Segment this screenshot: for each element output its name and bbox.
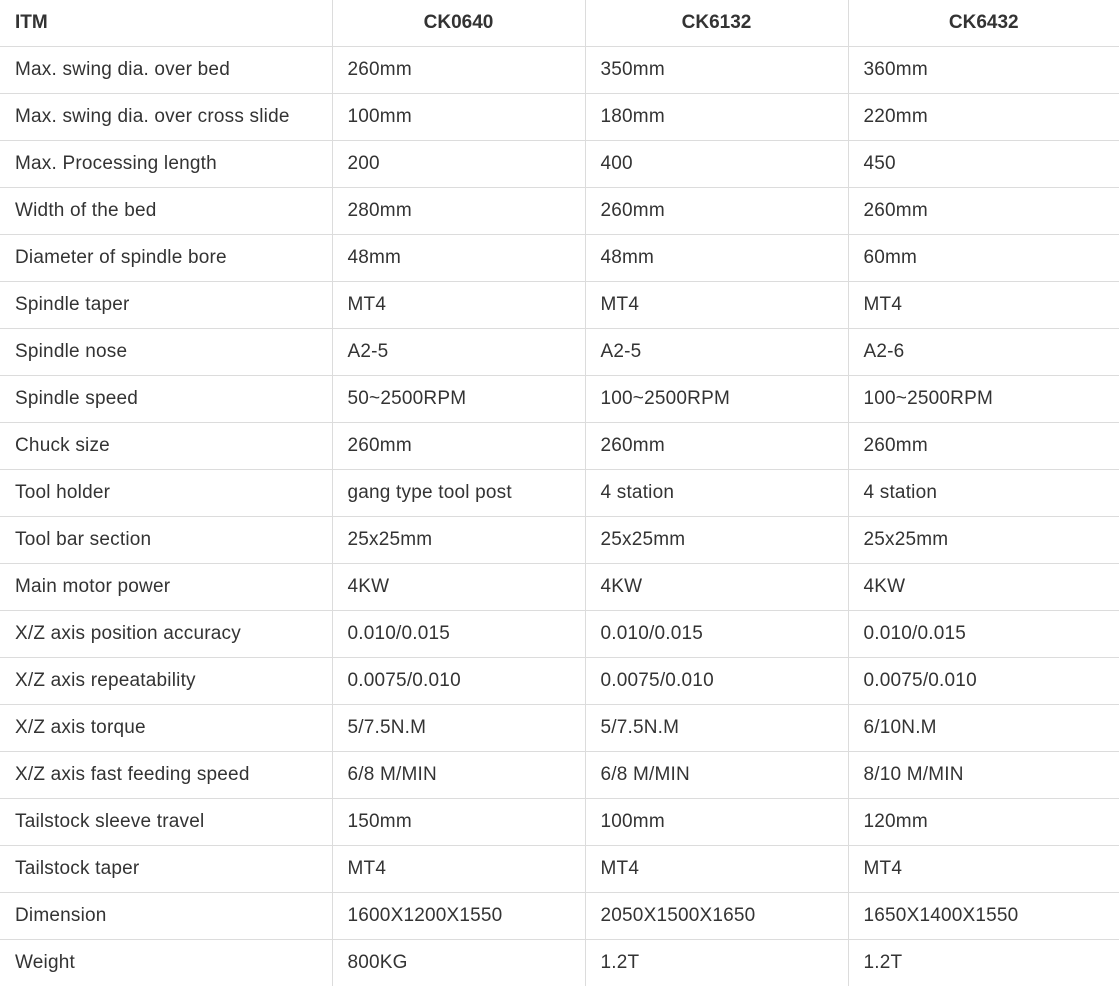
table-row (0, 329, 1119, 376)
table-row (0, 611, 1119, 658)
value-ck6132-cell: 5/7.5N.M (585, 705, 848, 752)
value-ck0640-cell: MT4 (332, 282, 585, 329)
value-ck6132-cell: 400 (585, 141, 848, 188)
spec-name-cell: X/Z axis torque (0, 705, 332, 752)
value-ck6432-cell: 4 station (848, 470, 1119, 517)
value-ck6132-cell: MT4 (585, 282, 848, 329)
value-ck0640-cell: 5/7.5N.M (332, 705, 585, 752)
value-ck0640-cell: 0.0075/0.010 (332, 658, 585, 705)
value-ck6432-cell: 100~2500RPM (848, 376, 1119, 423)
value-ck6432-cell: 4KW (848, 564, 1119, 611)
value-ck0640-cell: 100mm (332, 94, 585, 141)
table-row (0, 470, 1119, 517)
value-ck6132-cell: 100mm (585, 799, 848, 846)
value-ck0640-cell: MT4 (332, 846, 585, 893)
table-row (0, 188, 1119, 235)
value-ck6432-cell: 120mm (848, 799, 1119, 846)
table-row (0, 846, 1119, 893)
value-ck0640-cell: 6/8 M/MIN (332, 752, 585, 799)
value-ck6132-cell: A2-5 (585, 329, 848, 376)
value-ck0640-cell: 0.010/0.015 (332, 611, 585, 658)
spec-name-cell: Tool holder (0, 470, 332, 517)
value-ck6132-cell: 2050X1500X1650 (585, 893, 848, 940)
value-ck6432-cell: 260mm (848, 423, 1119, 470)
value-ck6432-cell: 360mm (848, 47, 1119, 94)
value-ck6432-cell: 25x25mm (848, 517, 1119, 564)
table-row (0, 235, 1119, 282)
header-model-ck0640: CK0640 (332, 0, 585, 47)
value-ck6432-cell: 450 (848, 141, 1119, 188)
table-row (0, 423, 1119, 470)
value-ck6132-cell: 6/8 M/MIN (585, 752, 848, 799)
value-ck6432-cell: 8/10 M/MIN (848, 752, 1119, 799)
spec-name-cell: Tailstock taper (0, 846, 332, 893)
value-ck0640-cell: 4KW (332, 564, 585, 611)
value-ck0640-cell: 1600X1200X1550 (332, 893, 585, 940)
spec-name-cell: X/Z axis repeatability (0, 658, 332, 705)
value-ck6132-cell: 100~2500RPM (585, 376, 848, 423)
value-ck6132-cell: 4KW (585, 564, 848, 611)
table-row (0, 799, 1119, 846)
value-ck0640-cell: 150mm (332, 799, 585, 846)
value-ck6132-cell: 260mm (585, 188, 848, 235)
spec-name-cell: Diameter of spindle bore (0, 235, 332, 282)
spec-name-cell: Dimension (0, 893, 332, 940)
spec-name-cell: Spindle speed (0, 376, 332, 423)
value-ck6132-cell: 48mm (585, 235, 848, 282)
spec-name-cell: Tailstock sleeve travel (0, 799, 332, 846)
spec-name-cell: X/Z axis fast feeding speed (0, 752, 332, 799)
spec-name-cell: Max. swing dia. over cross slide (0, 94, 332, 141)
header-model-ck6432: CK6432 (848, 0, 1119, 47)
spec-name-cell: X/Z axis position accuracy (0, 611, 332, 658)
value-ck6432-cell: 0.010/0.015 (848, 611, 1119, 658)
value-ck6432-cell: 220mm (848, 94, 1119, 141)
table-row (0, 893, 1119, 940)
header-row (0, 0, 1119, 47)
spec-name-cell: Spindle taper (0, 282, 332, 329)
value-ck6132-cell: 350mm (585, 47, 848, 94)
table-row (0, 940, 1119, 987)
table-row (0, 658, 1119, 705)
table-row (0, 94, 1119, 141)
spec-name-cell: Max. Processing length (0, 141, 332, 188)
table-row (0, 141, 1119, 188)
spec-name-cell: Chuck size (0, 423, 332, 470)
value-ck6432-cell: 0.0075/0.010 (848, 658, 1119, 705)
value-ck6432-cell: 60mm (848, 235, 1119, 282)
value-ck6432-cell: 1.2T (848, 940, 1119, 987)
spec-name-cell: Weight (0, 940, 332, 987)
spec-name-cell: Max. swing dia. over bed (0, 47, 332, 94)
spec-table-body (0, 47, 1119, 987)
spec-name-cell: Spindle nose (0, 329, 332, 376)
table-row (0, 705, 1119, 752)
value-ck6132-cell: 4 station (585, 470, 848, 517)
value-ck6132-cell: 180mm (585, 94, 848, 141)
value-ck6132-cell: 0.0075/0.010 (585, 658, 848, 705)
value-ck0640-cell: 260mm (332, 423, 585, 470)
table-row (0, 517, 1119, 564)
value-ck6132-cell: MT4 (585, 846, 848, 893)
value-ck6432-cell: MT4 (848, 846, 1119, 893)
value-ck0640-cell: 50~2500RPM (332, 376, 585, 423)
value-ck6132-cell: 260mm (585, 423, 848, 470)
value-ck0640-cell: A2-5 (332, 329, 585, 376)
table-row (0, 564, 1119, 611)
value-ck6132-cell: 0.010/0.015 (585, 611, 848, 658)
table-row (0, 47, 1119, 94)
value-ck0640-cell: 260mm (332, 47, 585, 94)
spec-name-cell: Tool bar section (0, 517, 332, 564)
value-ck0640-cell: 280mm (332, 188, 585, 235)
table-row (0, 376, 1119, 423)
value-ck6132-cell: 1.2T (585, 940, 848, 987)
value-ck6132-cell: 25x25mm (585, 517, 848, 564)
value-ck6432-cell: A2-6 (848, 329, 1119, 376)
spec-name-cell: Width of the bed (0, 188, 332, 235)
value-ck6432-cell: 260mm (848, 188, 1119, 235)
table-row (0, 282, 1119, 329)
value-ck6432-cell: 1650X1400X1550 (848, 893, 1119, 940)
spec-name-cell: Main motor power (0, 564, 332, 611)
header-model-ck6132: CK6132 (585, 0, 848, 47)
value-ck6432-cell: MT4 (848, 282, 1119, 329)
value-ck0640-cell: 48mm (332, 235, 585, 282)
value-ck6432-cell: 6/10N.M (848, 705, 1119, 752)
value-ck0640-cell: 200 (332, 141, 585, 188)
value-ck0640-cell: 25x25mm (332, 517, 585, 564)
value-ck0640-cell: 800KG (332, 940, 585, 987)
header-item: ITM (0, 0, 332, 47)
spec-table-header (0, 0, 1119, 47)
value-ck0640-cell: gang type tool post (332, 470, 585, 517)
table-row (0, 752, 1119, 799)
